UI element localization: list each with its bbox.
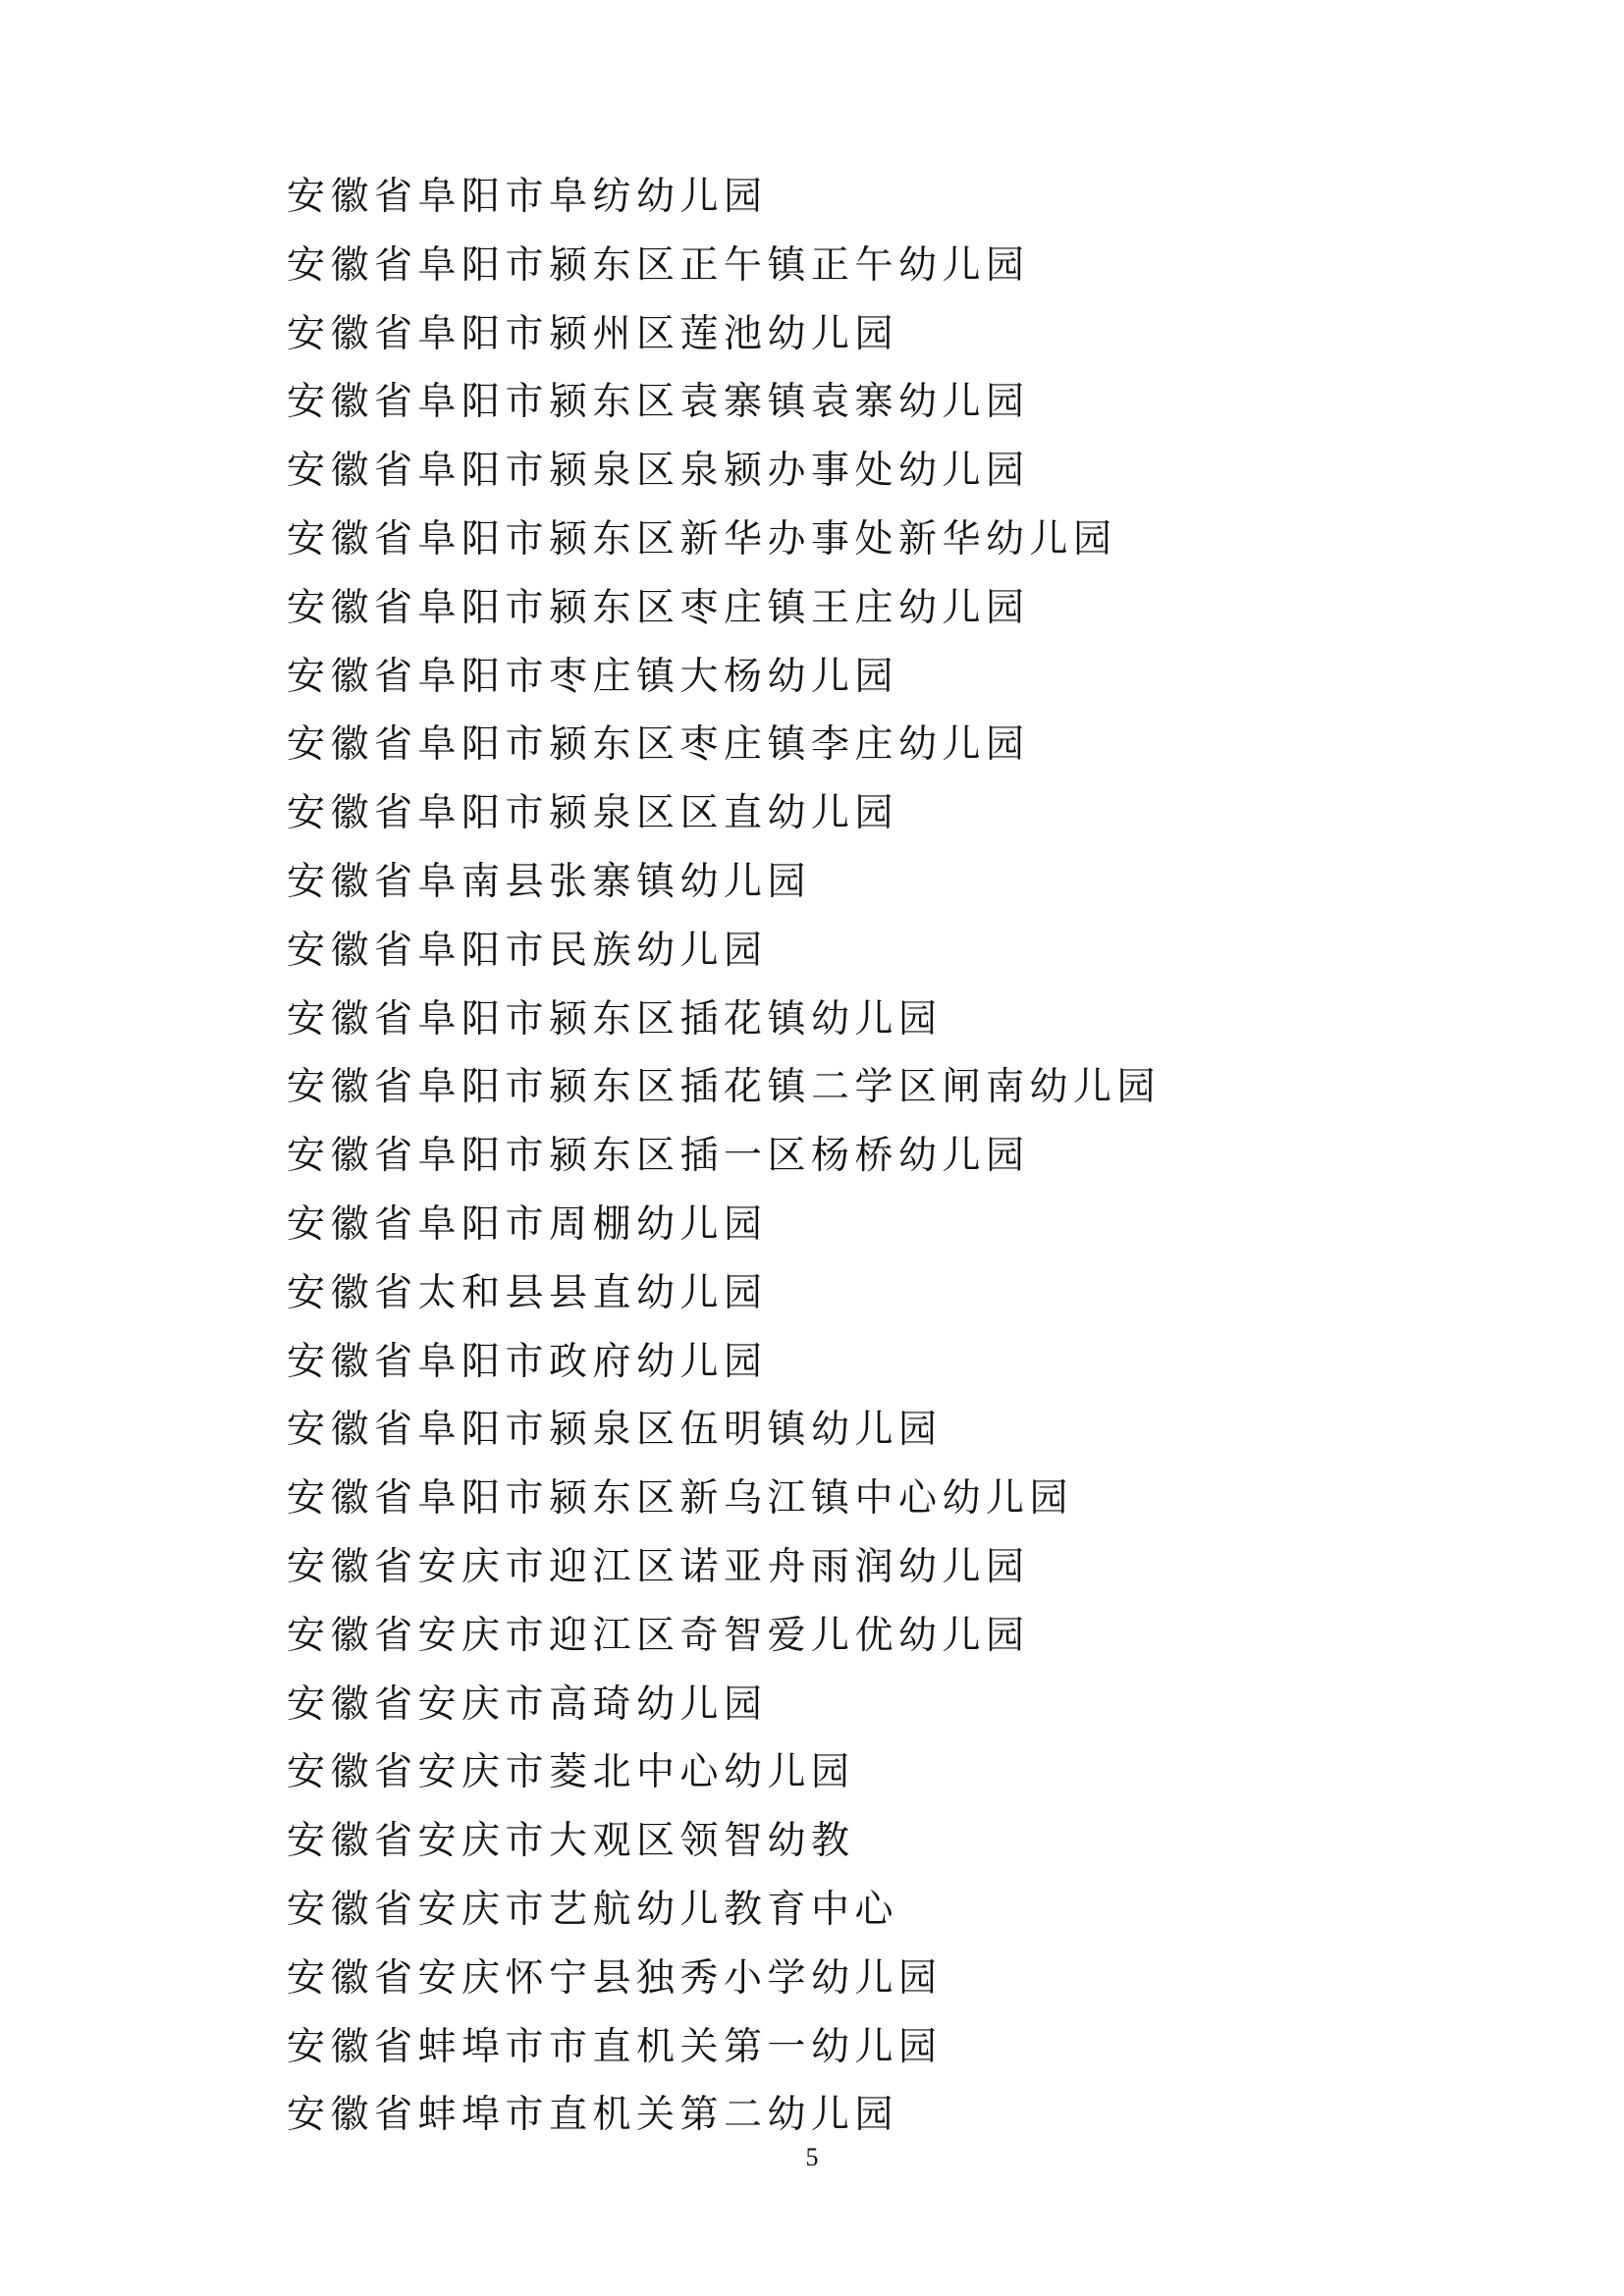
list-item: 安徽省阜阳市民族幼儿园 (287, 928, 768, 973)
list-item: 安徽省安庆市高琦幼儿园 (287, 1682, 768, 1727)
list-item: 安徽省安庆市艺航幼儿教育中心 (287, 1887, 899, 1932)
list-item: 安徽省阜阳市周棚幼儿园 (287, 1201, 768, 1247)
list-item: 安徽省安庆市迎江区奇智爱儿优幼儿园 (287, 1613, 1030, 1658)
list-item: 安徽省阜阳市颍东区枣庄镇李庄幼儿园 (287, 722, 1030, 768)
list-item: 安徽省安庆怀宁县独秀小学幼儿园 (287, 1955, 943, 2001)
list-item: 安徽省阜阳市颍东区枣庄镇王庄幼儿园 (287, 585, 1030, 630)
list-item: 安徽省蚌埠市市直机关第一幼儿园 (287, 2024, 943, 2069)
list-item: 安徽省阜阳市颍东区新华办事处新华幼儿园 (287, 516, 1117, 561)
list-item: 安徽省阜阳市颍泉区伍明镇幼儿园 (287, 1408, 943, 1453)
list-item: 安徽省阜阳市颍东区新乌江镇中心幼儿园 (287, 1476, 1074, 1522)
list-item: 安徽省阜阳市颍州区莲池幼儿园 (287, 311, 899, 356)
list-item: 安徽省蚌埠市直机关第二幼儿园 (287, 2093, 899, 2138)
page-number: 5 (805, 2143, 819, 2171)
list-item: 安徽省阜阳市颍东区插一区杨桥幼儿园 (287, 1134, 1030, 1179)
list-item: 安徽省安庆市迎江区诺亚舟雨润幼儿园 (287, 1544, 1030, 1589)
list-item: 安徽省阜阳市颍泉区区直幼儿园 (287, 791, 899, 836)
list-item: 安徽省阜阳市枣庄镇大杨幼儿园 (287, 654, 899, 699)
kindergarten-list (287, 163, 1161, 2150)
list-item: 安徽省太和县县直幼儿园 (287, 1270, 768, 1315)
list-item: 安徽省阜阳市颍泉区泉颍办事处幼儿园 (287, 449, 1030, 494)
list-item: 安徽省阜阳市颍东区插花镇幼儿园 (287, 996, 943, 1041)
list-item: 安徽省阜阳市颍东区正午镇正午幼儿园 (287, 242, 1030, 288)
list-item: 安徽省阜阳市颍东区插花镇二学区闸南幼儿园 (287, 1065, 1162, 1110)
list-item: 安徽省阜阳市阜纺幼儿园 (287, 175, 768, 219)
list-item: 安徽省安庆市菱北中心幼儿园 (287, 1750, 855, 1795)
list-item: 安徽省阜南县张寨镇幼儿园 (287, 859, 812, 904)
list-item: 安徽省阜阳市政府幼儿园 (287, 1339, 768, 1384)
list-item: 安徽省阜阳市颍东区袁寨镇袁寨幼儿园 (287, 380, 1030, 425)
list-item: 安徽省安庆市大观区领智幼教 (287, 1819, 855, 1864)
